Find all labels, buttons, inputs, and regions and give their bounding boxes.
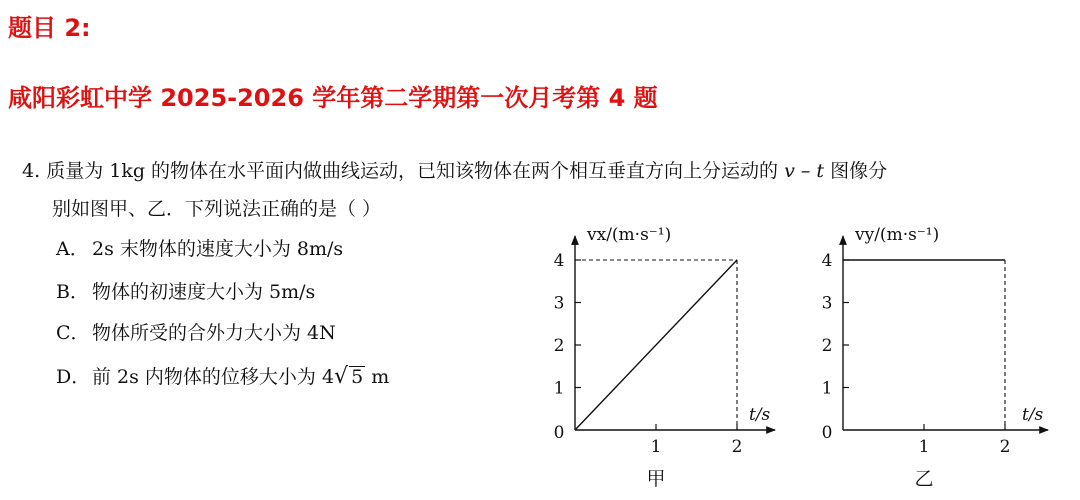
option-c-label: C． — [56, 322, 90, 344]
yi-x-tick-label: 2 — [999, 437, 1011, 457]
option-c-text: 物体所受的合外力大小为 4N — [92, 322, 336, 344]
yi-y-tick-label: 1 — [821, 378, 833, 399]
jia-series-line — [575, 260, 737, 430]
jia-x-tick-label: 2 — [731, 437, 743, 457]
yi-y-tick-label: 3 — [821, 293, 833, 314]
question-text-part1: 质量为 1kg 的物体在水平面内做曲线运动，已知该物体在两个相互垂直方向上分运动的 — [46, 160, 785, 182]
jia-caption: 甲 — [646, 468, 666, 490]
option-d-text: 前 2s 内物体的位移大小为 4 — [92, 366, 335, 388]
jia-x-tick-label: 1 — [650, 437, 662, 457]
sqrt-symbol: √ — [334, 364, 349, 389]
option-b-text: 物体的初速度大小为 5m/s — [92, 281, 316, 303]
jia-y-tick-label: 0 — [553, 423, 565, 443]
option-a-label: A． — [56, 238, 89, 260]
question-stem-line2: 别如图甲、乙．下列说法正确的是（ ） — [52, 198, 382, 220]
jia-x-axis-label: t/s — [749, 405, 771, 425]
option-a-text: 2s 末物体的速度大小为 8m/s — [92, 238, 344, 260]
yi-y-tick-label: 0 — [821, 423, 833, 443]
question-number: 4. — [22, 160, 41, 182]
problem-source-heading: 咸阳彩虹中学 2025-2026 学年第二学期第一次月考第 4 题 — [8, 84, 658, 112]
option-b-label: B． — [56, 281, 89, 303]
yi-x-tick-label: 1 — [918, 437, 930, 457]
question-text-part2: 图像分 — [824, 160, 888, 182]
yi-x-axis-label: t/s — [1022, 405, 1044, 425]
jia-y-tick-label: 2 — [553, 336, 565, 356]
yi-y-tick-label: 2 — [821, 336, 833, 356]
chart-yi — [822, 225, 1048, 490]
yi-y-axis-label: vy/(m·s⁻¹) — [855, 225, 940, 245]
option-d-label: D． — [56, 366, 91, 388]
option-d-radicand: 5 — [351, 366, 364, 388]
jia-y-tick-label: 4 — [553, 251, 565, 271]
vt-symbol: v – t — [784, 160, 825, 182]
jia-y-tick-label: 1 — [553, 378, 565, 399]
problem-number-heading: 题目 2: — [8, 14, 91, 42]
jia-y-tick-label: 3 — [553, 293, 565, 314]
yi-y-tick-label: 4 — [821, 251, 833, 271]
yi-caption: 乙 — [914, 468, 934, 490]
option-d-unit: m — [365, 366, 390, 388]
jia-y-axis-label: vx/(m·s⁻¹) — [587, 225, 672, 245]
chart-jia — [554, 225, 775, 490]
